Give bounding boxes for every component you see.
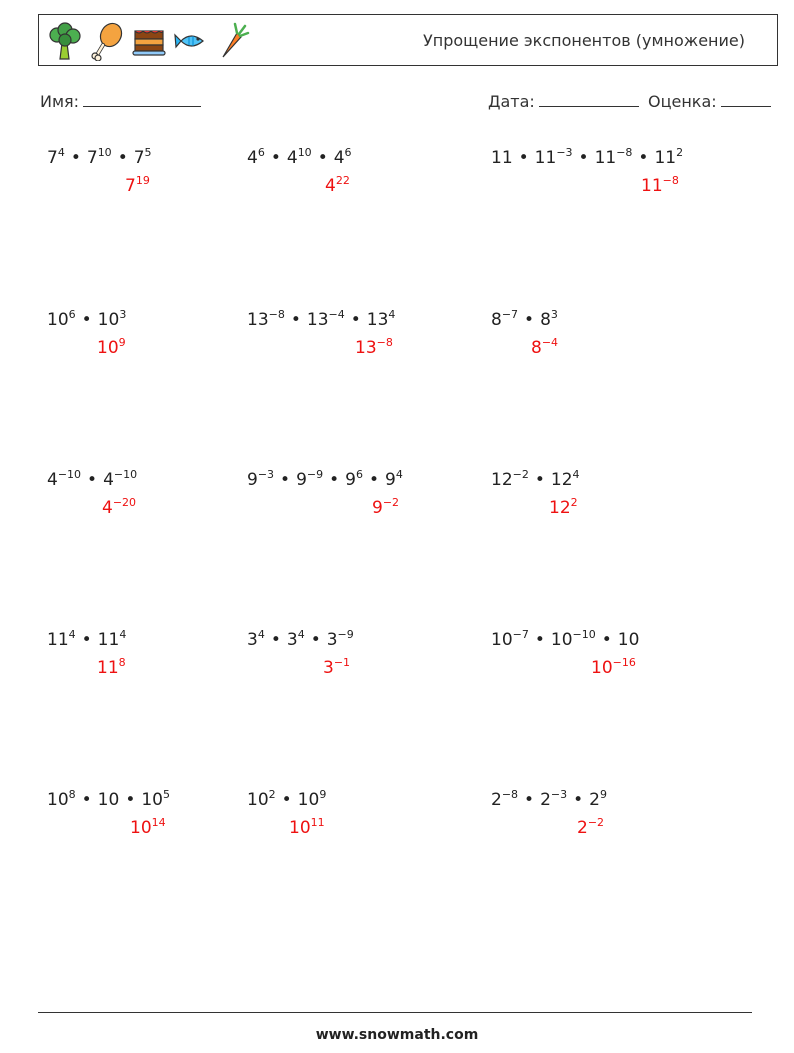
multiply-dot: •: [368, 470, 380, 490]
problem-item: [491, 310, 721, 370]
problem-item: [47, 310, 277, 370]
answer-power: [97, 338, 126, 358]
answer-power: [97, 658, 126, 678]
problem-item: [47, 790, 277, 850]
base: 9: [247, 470, 258, 490]
exponent: −8: [501, 788, 519, 801]
exponent: −20: [112, 496, 137, 509]
base: 4: [333, 148, 345, 168]
base: 10: [247, 790, 269, 810]
exponent: 6: [68, 308, 76, 321]
power-term: [491, 790, 518, 810]
problem-item: [491, 148, 721, 208]
problem-expression: [247, 310, 395, 330]
carrot-icon: [215, 21, 251, 61]
base: 10: [491, 630, 513, 650]
answer: [591, 658, 636, 678]
power-term: [47, 148, 65, 168]
problem-expression: [47, 630, 126, 650]
problem-expression: [47, 790, 170, 810]
multiply-dot: •: [601, 630, 612, 650]
multiply-dot: •: [578, 148, 589, 168]
exponent: 6: [355, 468, 363, 481]
exponent: −16: [612, 656, 636, 669]
base: 2: [589, 790, 600, 810]
problem-item: [491, 630, 721, 690]
power-term: [47, 630, 76, 650]
answer: [577, 818, 604, 838]
base: 3: [286, 630, 298, 650]
base: 13: [355, 338, 377, 358]
base: 9: [372, 498, 383, 518]
problem-expression: [491, 470, 580, 490]
base: 9: [345, 470, 356, 490]
answer-power: [372, 498, 399, 518]
base: 10: [141, 790, 163, 810]
base: 4: [47, 470, 58, 490]
exponent: 5: [144, 146, 152, 159]
multiply-dot: •: [317, 148, 328, 168]
multiply-dot: •: [81, 310, 92, 330]
answer: [102, 498, 136, 518]
base: 3: [247, 630, 258, 650]
exponent: 6: [344, 146, 352, 159]
power-term: [385, 470, 403, 490]
exponent: 22: [335, 174, 350, 187]
answer: [97, 338, 126, 358]
exponent: 11: [310, 816, 325, 829]
chicken-leg-icon: [89, 21, 125, 61]
answer: [355, 338, 393, 358]
exponent: 5: [162, 788, 170, 801]
base: 10: [550, 630, 573, 650]
problem-item: [47, 630, 277, 690]
answer: [125, 176, 150, 196]
exponent: 4: [395, 468, 403, 481]
power-term: [247, 470, 274, 490]
name-label: Имя:: [40, 92, 80, 111]
multiply-dot: •: [638, 148, 649, 168]
base: 10: [97, 310, 120, 330]
base: 3: [323, 658, 334, 678]
answer-power: [325, 176, 350, 196]
base: 12: [549, 498, 571, 518]
base: 11: [97, 658, 119, 678]
power-term: [287, 630, 305, 650]
base: 8: [531, 338, 542, 358]
exponent: 4: [257, 628, 265, 641]
exponent: 4: [68, 628, 76, 641]
multiply-dot: •: [270, 630, 281, 650]
base: 13: [247, 310, 269, 330]
problem-item: [247, 790, 477, 850]
base: 11: [491, 148, 513, 168]
power-term: [47, 310, 76, 330]
exponent: 8: [68, 788, 76, 801]
footer-divider: [38, 1012, 752, 1013]
power-term: [247, 630, 265, 650]
date-field: [488, 92, 639, 111]
exponent: 4: [119, 628, 127, 641]
exponent: 9: [599, 788, 607, 801]
worksheet-title: Упрощение экспонентов (умножение): [423, 31, 745, 50]
base: 10: [591, 658, 613, 678]
base: 11: [97, 630, 120, 650]
answer-power: [102, 498, 136, 518]
date-label: Дата:: [488, 92, 535, 111]
exponent: −3: [556, 146, 573, 159]
score-field: [648, 92, 771, 111]
answer-power: [641, 176, 679, 196]
power-term: [287, 148, 312, 168]
name-blank: [83, 92, 201, 107]
base: 10: [297, 790, 320, 810]
power-term: [491, 470, 529, 490]
power-term: [551, 470, 580, 490]
multiply-dot: •: [534, 630, 545, 650]
base: 7: [47, 148, 58, 168]
exponent: −4: [541, 336, 559, 349]
exponent: −2: [512, 468, 529, 481]
multiply-dot: •: [573, 790, 584, 810]
answer: [289, 818, 325, 838]
power-term: [535, 148, 573, 168]
multiply-dot: •: [117, 148, 128, 168]
base: 8: [491, 310, 502, 330]
problem-item: [47, 470, 277, 530]
base: 12: [491, 470, 513, 490]
power-term: [141, 790, 170, 810]
power-term: [540, 790, 567, 810]
base: 10: [289, 818, 311, 838]
answer: [325, 176, 350, 196]
answer: [549, 498, 578, 518]
cake-icon: [131, 21, 167, 61]
exponent: 6: [257, 146, 265, 159]
base: 13: [366, 310, 389, 330]
power-term: [551, 630, 596, 650]
multiply-dot: •: [81, 630, 92, 650]
answer-power: [577, 818, 604, 838]
problem-expression: [491, 148, 683, 168]
base: 4: [102, 498, 113, 518]
problem-item: [491, 790, 721, 850]
power-term: [618, 630, 640, 650]
exponent: 10: [297, 146, 312, 159]
base: 13: [306, 310, 329, 330]
multiply-dot: •: [270, 148, 281, 168]
exponent: −2: [587, 816, 605, 829]
exponent: 9: [118, 336, 126, 349]
problem-item: [247, 310, 477, 370]
exponent: −10: [57, 468, 82, 481]
problem-expression: [47, 310, 126, 330]
base: 10: [617, 630, 640, 650]
power-term: [47, 790, 76, 810]
problem-expression: [247, 790, 326, 810]
problem-item: [247, 630, 477, 690]
exponent: 2: [268, 788, 276, 801]
answer-power: [531, 338, 558, 358]
problem-expression: [247, 470, 403, 490]
base: 2: [577, 818, 588, 838]
exponent: 14: [151, 816, 166, 829]
exponent: 4: [297, 628, 305, 641]
exponent: 3: [550, 308, 558, 321]
problem-expression: [247, 148, 352, 168]
multiply-dot: •: [524, 310, 535, 330]
base: 7: [133, 148, 145, 168]
power-term: [87, 148, 112, 168]
exponent: 4: [388, 308, 396, 321]
problem-expression: [47, 470, 137, 490]
base: 11: [654, 148, 677, 168]
problem-item: [47, 148, 277, 208]
power-term: [345, 470, 363, 490]
problem-item: [247, 148, 477, 208]
power-term: [134, 148, 152, 168]
multiply-dot: •: [280, 470, 291, 490]
exponent: −7: [501, 308, 519, 321]
problem-expression: [47, 148, 152, 168]
base: 2: [540, 790, 551, 810]
exponent: −1: [333, 656, 351, 669]
exponent: 8: [118, 656, 126, 669]
exponent: 2: [570, 496, 578, 509]
exponent: −10: [572, 628, 596, 641]
exponent: −3: [257, 468, 275, 481]
base: 10: [47, 790, 69, 810]
exponent: −10: [113, 468, 138, 481]
multiply-dot: •: [350, 310, 361, 330]
power-term: [298, 790, 327, 810]
power-term: [491, 630, 529, 650]
header-icons: [47, 21, 257, 61]
answer-power: [355, 338, 393, 358]
answer: [531, 338, 558, 358]
multiply-dot: •: [329, 470, 340, 490]
power-term: [654, 148, 683, 168]
base: 4: [286, 148, 298, 168]
base: 4: [103, 470, 114, 490]
exponent: 4: [57, 146, 65, 159]
date-blank: [539, 92, 639, 107]
exponent: −8: [268, 308, 285, 321]
exponent: 3: [119, 308, 127, 321]
problem-expression: [247, 630, 354, 650]
power-term: [589, 790, 607, 810]
answer: [641, 176, 679, 196]
problem-expression: [491, 790, 607, 810]
score-label: Оценка:: [648, 92, 717, 111]
multiply-dot: •: [281, 790, 292, 810]
multiply-dot: •: [125, 790, 136, 810]
answer: [130, 818, 166, 838]
answer: [323, 658, 350, 678]
exponent: 4: [572, 468, 580, 481]
base: 9: [385, 470, 396, 490]
fish-icon: [173, 21, 209, 61]
base: 12: [550, 470, 573, 490]
base: 11: [534, 148, 557, 168]
multiply-dot: •: [534, 470, 545, 490]
base: 3: [326, 630, 338, 650]
name-field: [40, 92, 201, 111]
problem-expression: [491, 310, 558, 330]
broccoli-icon: [47, 21, 83, 61]
multiply-dot: •: [70, 148, 81, 168]
power-term: [367, 310, 396, 330]
exponent: −8: [376, 336, 393, 349]
exponent: −8: [616, 146, 633, 159]
power-term: [98, 630, 127, 650]
power-term: [247, 310, 285, 330]
power-term: [98, 310, 127, 330]
problem-item: [247, 470, 477, 530]
answer-power: [591, 658, 636, 678]
exponent: −9: [306, 468, 324, 481]
base: 4: [325, 176, 336, 196]
exponent: 10: [97, 146, 112, 159]
exponent: −3: [550, 788, 568, 801]
answer-power: [549, 498, 578, 518]
base: 9: [296, 470, 307, 490]
base: 11: [594, 148, 617, 168]
base: 11: [47, 630, 69, 650]
power-term: [307, 310, 345, 330]
multiply-dot: •: [81, 790, 92, 810]
exponent: 19: [135, 174, 150, 187]
base: 2: [491, 790, 502, 810]
score-blank: [721, 92, 771, 107]
footer-url: www.snowmath.com: [315, 1027, 479, 1043]
power-term: [491, 148, 513, 168]
base: 10: [97, 790, 120, 810]
worksheet-header: [38, 14, 778, 66]
exponent: −4: [328, 308, 345, 321]
problem-expression: [491, 630, 639, 650]
power-term: [247, 790, 276, 810]
power-term: [47, 470, 81, 490]
base: 10: [47, 310, 69, 330]
power-term: [334, 148, 352, 168]
base: 11: [641, 176, 663, 196]
power-term: [103, 470, 137, 490]
base: 7: [86, 148, 98, 168]
power-term: [491, 310, 518, 330]
problem-item: [491, 470, 721, 530]
exponent: −2: [382, 496, 400, 509]
base: 4: [247, 148, 258, 168]
exponent: 9: [319, 788, 327, 801]
multiply-dot: •: [290, 310, 301, 330]
exponent: −8: [662, 174, 679, 187]
power-term: [247, 148, 265, 168]
answer: [372, 498, 399, 518]
answer: [97, 658, 126, 678]
multiply-dot: •: [87, 470, 98, 490]
answer-power: [289, 818, 325, 838]
power-term: [296, 470, 323, 490]
multiply-dot: •: [524, 790, 535, 810]
exponent: −9: [337, 628, 354, 641]
base: 10: [97, 338, 119, 358]
multiply-dot: •: [518, 148, 529, 168]
base: 7: [125, 176, 136, 196]
exponent: −7: [512, 628, 529, 641]
base: 8: [540, 310, 551, 330]
answer-power: [130, 818, 166, 838]
multiply-dot: •: [310, 630, 321, 650]
power-term: [98, 790, 120, 810]
base: 10: [130, 818, 152, 838]
student-info-row: [40, 92, 770, 118]
answer-power: [125, 176, 150, 196]
answer-power: [323, 658, 350, 678]
power-term: [540, 310, 558, 330]
power-term: [327, 630, 354, 650]
exponent: 2: [676, 146, 684, 159]
power-term: [595, 148, 633, 168]
